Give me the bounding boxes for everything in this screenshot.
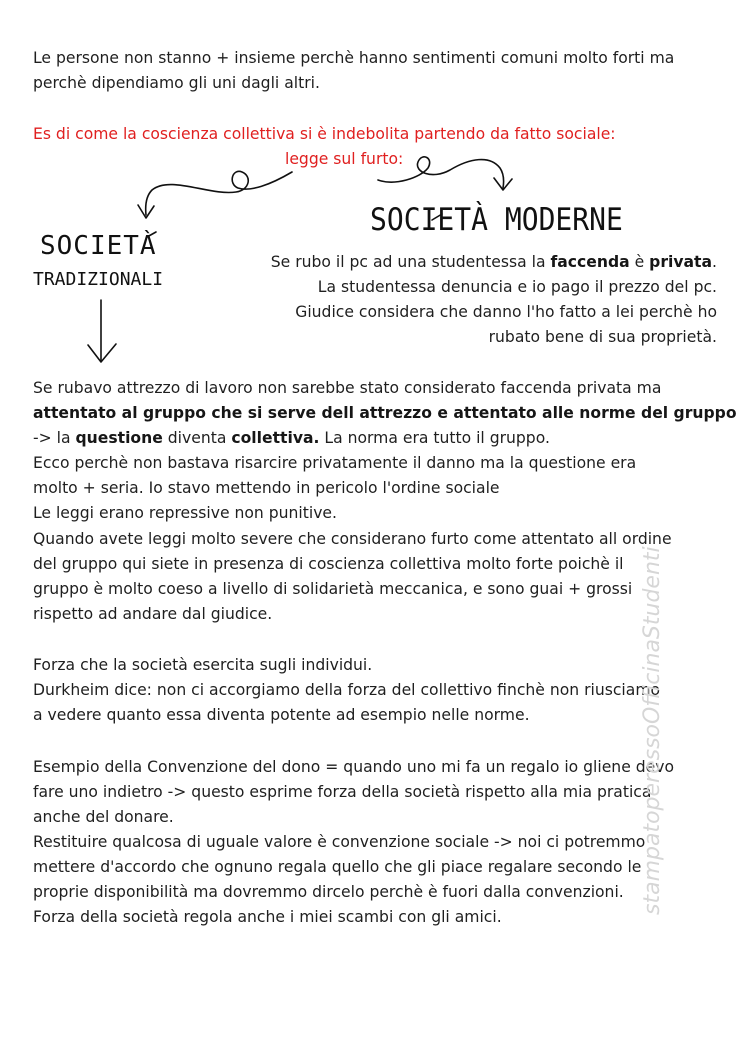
modern-line-4: rubato bene di sua proprietà. <box>488 328 717 346</box>
traditional-line-8: del gruppo qui siete in presenza di coscienza collettiva molto forte poichè il <box>33 555 624 573</box>
modern-line-2: La studentessa denuncia e io pago il prezzo del pc. <box>317 278 717 296</box>
example-heading-line-1: Es di come la coscienza collettiva si è indebolita partendo da fatto sociale: <box>33 125 616 143</box>
modern-line-3: Giudice considera che danno l'ho fatto a lei perchè ho <box>295 303 717 321</box>
gift-line-1: Esempio della Convenzione del dono = quando uno mi fa un regalo io gliene devo <box>33 758 675 776</box>
gift-line-2: fare uno indietro -> questo esprime forza della società rispetto alla mia pratica <box>33 783 652 801</box>
traditional-line-10: rispetto ad andare dal giudice. <box>33 605 273 623</box>
gift-line-7: Forza della società regola anche i miei scambi con gli amici. <box>33 908 502 926</box>
traditional-line-2: attentato al gruppo che si serve dell attrezzo e attentato alle norme del gruppo <box>33 404 737 422</box>
traditional-line-1: Se rubavo attrezzo di lavoro non sarebbe stato considerato faccenda privata ma <box>33 379 662 397</box>
force-line-1: Forza che la società esercita sugli individui. <box>33 656 373 674</box>
handwritten-societa-moderne: SOCIETÀ MODERNE <box>370 201 623 238</box>
gift-line-3: anche del donare. <box>33 808 174 826</box>
traditional-line-7: Quando avete leggi molto severe che considerano furto come attentato all ordine <box>33 530 672 548</box>
traditional-line-9: gruppo è molto coeso a livello di solidarietà meccanica, e sono guai + grossi <box>33 580 633 598</box>
traditional-line-3: -> la questione diventa collettiva. La norma era tutto il gruppo. <box>33 429 550 447</box>
gift-line-6: proprie disponibilità ma dovremmo dircelo perchè è fuori dalla convenzioni. <box>33 883 624 901</box>
gift-line-4: Restituire qualcosa di uguale valore è convenzione sociale -> noi ci potremmo <box>33 833 646 851</box>
intro-line-2: perchè dipendiamo gli uni dagli altri. <box>33 74 320 92</box>
handwritten-societa: SOCIETÀ <box>40 231 157 261</box>
force-line-2: Durkheim dice: non ci accorgiamo della forza del collettivo finchè non riusciamo <box>33 681 661 699</box>
traditional-line-4: Ecco perchè non bastava risarcire privatamente il danno ma la questione era <box>33 454 637 472</box>
right-curve-arrow <box>378 157 504 188</box>
traditional-line-5: molto + seria. Io stavo mettendo in pericolo l'ordine sociale <box>33 479 500 497</box>
handwritten-tradizionali: TRADIZIONALI <box>33 269 164 290</box>
intro-line-1: Le persone non stanno + insieme perchè hanno sentimenti comuni molto forti ma <box>33 49 675 67</box>
gift-line-5: mettere d'accordo che ognuno regala quello che gli piace regalare secondo le <box>33 858 642 876</box>
traditional-line-6: Le leggi erano repressive non punitive. <box>33 504 337 522</box>
modern-line-1: Se rubo il pc ad una studentessa la faccenda è privata. <box>270 253 717 271</box>
down-arrowhead <box>88 344 116 362</box>
force-line-3: a vedere quanto essa diventa potente ad esempio nelle norme. <box>33 706 530 724</box>
left-curve-arrow <box>146 171 292 215</box>
example-heading-line-2: legge sul furto: <box>285 150 404 168</box>
watermark-text: stampatoperessoOfficinaStudenti <box>640 546 665 915</box>
